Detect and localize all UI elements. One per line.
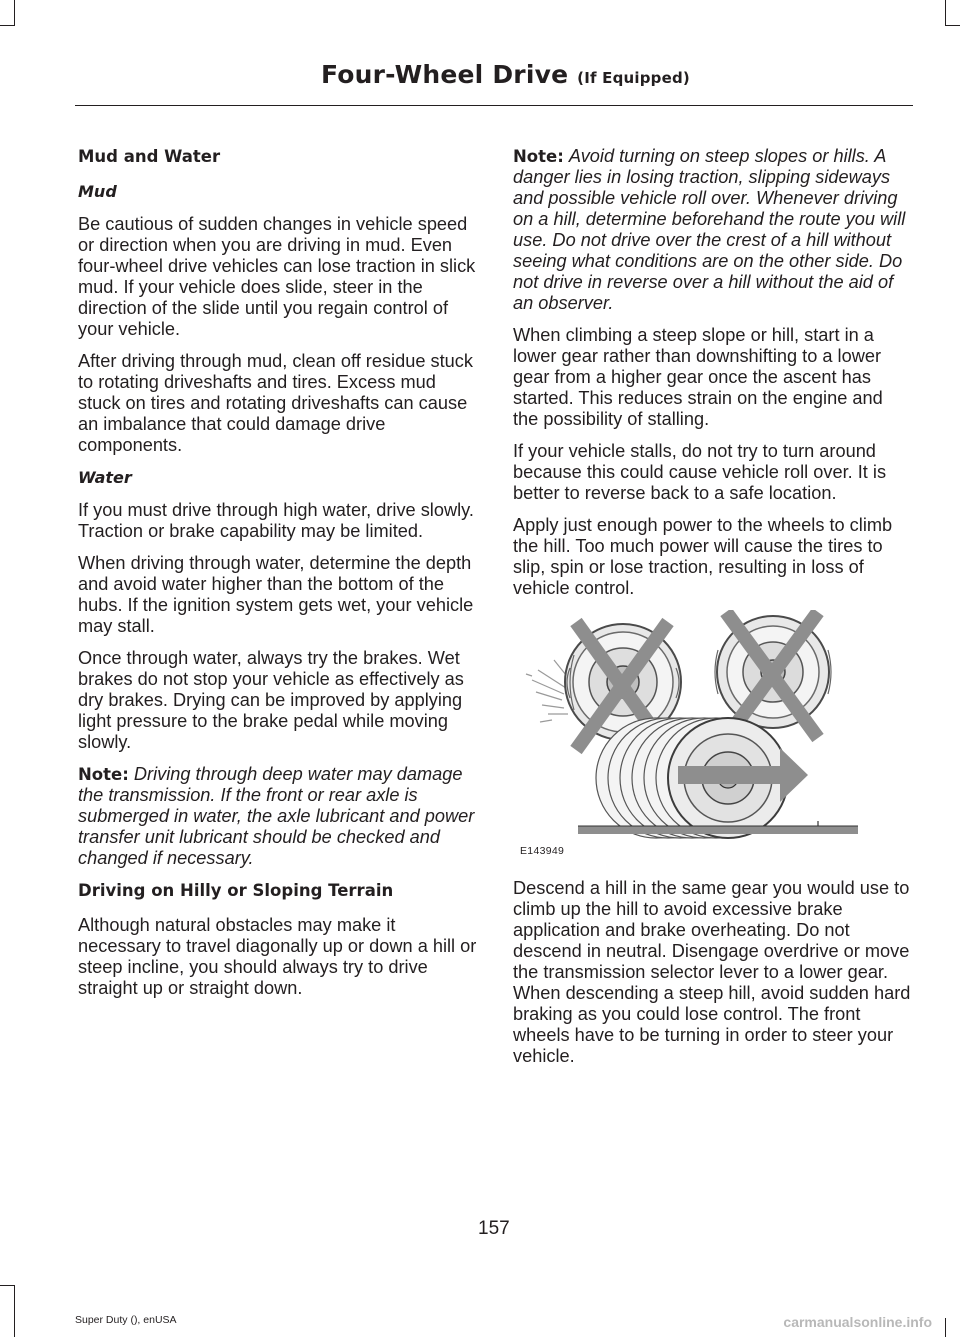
subheading-water: Water — [78, 468, 132, 487]
figure-code: E143949 — [520, 845, 565, 857]
note-label: Note: — [513, 147, 564, 166]
page-number: 157 — [478, 1218, 510, 1239]
footer-text: Super Duty (), enUSA — [75, 1314, 177, 1326]
note-water — [78, 764, 478, 869]
right-column — [513, 146, 913, 1078]
paragraph: Descend a hill in the same gear you would use to climb up the hill to avoid excessive brake application and brake overheating. Do not descend in neutral. Disengage overdrive or move the transmission selector lever to a lower gear. When descending a steep hill, avoid sudden hard braking as you could lose control. The front wheels have to be turning in order to steer your vehicle. — [513, 878, 911, 1066]
crop-mark — [945, 0, 946, 26]
paragraph: When driving through water, determine the depth and avoid water higher than the bottom of the hubs. If the ignition system gets wet, your vehicle may stall. — [78, 553, 474, 636]
left-column — [78, 146, 478, 1010]
note-text: Driving through deep water may damage the transmission. If the front or rear axle is submerged in water, the axle lubricant and power transfer unit lubricant should be checked and changed if necessary. — [78, 764, 475, 868]
section-heading-hilly-terrain: Driving on Hilly or Sloping Terrain — [78, 881, 394, 900]
paragraph: If you must drive through high water, drive slowly. Traction or brake capability may be limited. — [78, 500, 474, 541]
paragraph: Although natural obstacles may make it necessary to travel diagonally up or down a hill or steep incline, you should always try to drive straight up or straight down. — [78, 915, 477, 998]
wheel-illustration-graphic — [518, 610, 863, 860]
note-label: Note: — [78, 765, 129, 784]
page-title-text: Four-Wheel Drive — [320, 60, 569, 89]
note-text: Avoid turning on steep slopes or hills. A danger lies in losing traction, slipping sideways and possible vehicle roll over. Whenever driving on a hill, determine beforehand the route you will use. Do not drive over the crest of a hill without seeing what conditions are on the other side. Do not drive in reverse over a hill without the aid of an observer. — [513, 146, 906, 313]
paragraph: Be cautious of sudden changes in vehicle speed or direction when you are driving in mud. Even four-wheel drive vehicles can lose traction in slick mud. If your vehicle does slide, steer in the direction of the slide until you regain control of your vehicle. — [78, 214, 476, 339]
mud-splash-icon — [526, 660, 570, 722]
watermark: carmanualsonline.info — [783, 1314, 932, 1330]
crop-mark — [0, 1285, 15, 1286]
crop-mark — [14, 0, 15, 26]
section-heading-mud-and-water: Mud and Water — [78, 147, 221, 166]
paragraph: Apply just enough power to the wheels to climb the hill. Too much power will cause the tires to slip, spin or lose traction, resulting in loss of vehicle control. — [513, 515, 893, 598]
paragraph: Once through water, always try the brakes. Wet brakes do not stop your vehicle as effectively as dry brakes. Drying can be improved by applying light pressure to the brake pedal while moving slowly. — [78, 648, 464, 752]
crop-mark — [945, 1318, 946, 1337]
subheading-mud: Mud — [78, 182, 117, 201]
crop-mark — [0, 25, 15, 26]
paragraph: If your vehicle stalls, do not try to turn around because this could cause vehicle roll over. It is better to reverse back to a safe location. — [513, 441, 887, 503]
page-title-subtitle: (If Equipped) — [577, 69, 690, 87]
crop-mark — [14, 1285, 15, 1337]
note-hills — [513, 146, 913, 314]
page-title — [321, 60, 690, 89]
paragraph: When climbing a steep slope or hill, start in a lower gear rather than downshifting to a lower gear from a higher gear once the ascent has started. This reduces strain on the engine and the possibility of stalling. — [513, 325, 883, 429]
wheel-spin-illustration — [518, 610, 863, 860]
paragraph: After driving through mud, clean off residue stuck to rotating driveshafts and tires. Excess mud stuck on tires and rotating driveshafts can cause an imbalance that could damage drive components. — [78, 351, 473, 455]
header-divider — [75, 105, 913, 106]
crop-mark — [945, 25, 960, 26]
